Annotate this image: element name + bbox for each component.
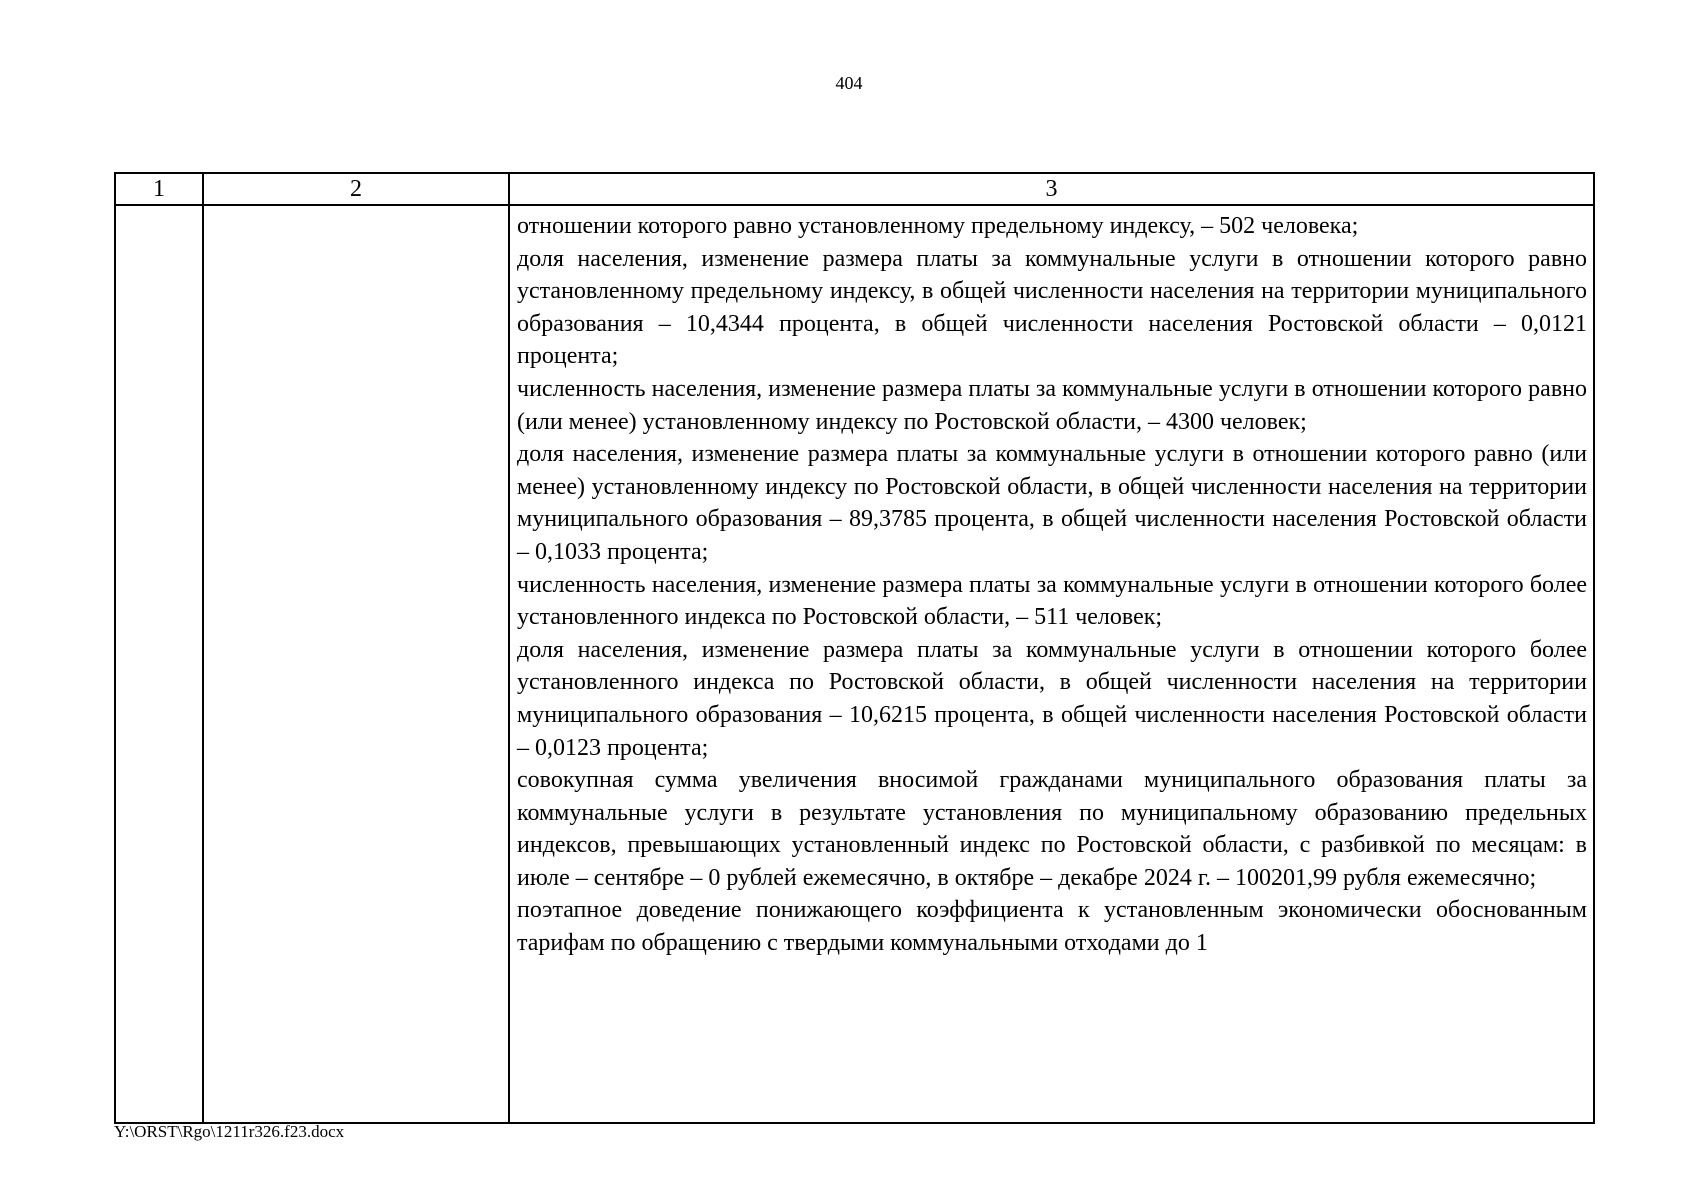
cell-col-1 [115, 205, 203, 1123]
table-header-row [115, 173, 1594, 205]
column-header-3: 3 [509, 173, 1594, 205]
paragraph: отношении которого равно установленному предельному индексу, – 502 человека; [517, 213, 1359, 239]
document-table [114, 172, 1595, 1124]
page-number: 404 [835, 73, 863, 93]
paragraph: доля населения, изменение размера платы за коммунальные услуги в отношении которого равно (или менее) установленному индексу по Ростовской области, в общей численности населения на территории муниципального образования – 89,3785 процента, в общей численности населения Ростовской области – 0,1033 процента; [517, 441, 1587, 565]
paragraph: поэтапное доведение понижающего коэффициента к установленным экономически обоснованным тарифам по обращению с твердыми коммунальными отходами до 1 [517, 897, 1587, 957]
paragraph: совокупная сумма увеличения вносимой гражданами муниципального образования платы за коммунальные услуги в результате установления по муниципальному образованию предельных индексов, превышающих установленный индекс по Ростовской области, с разбивкой по месяцам: в июле – сентябре – 0 рублей ежемесячно, в октябре – декабре 2024 г. – 100201,99 рубля ежемесячно; [517, 767, 1587, 891]
paragraph: численность населения, изменение размера платы за коммунальные услуги в отношении которого более установленного индекса по Ростовской области, – 511 человек; [517, 571, 1587, 631]
paragraph: доля населения, изменение размера платы за коммунальные услуги в отношении которого более установленного индекса по Ростовской области, в общей численности населения на территории муниципального образования – 10,6215 процента, в общей численности населения Ростовской области – 0,0123 процента; [517, 636, 1587, 761]
cell-col-2 [203, 205, 509, 1123]
footer-file-path: Y:\ORST\Rgo\1211r326.f23.docx [114, 1122, 345, 1141]
column-header-1: 1 [115, 173, 203, 205]
paragraph: численность населения, изменение размера платы за коммунальные услуги в отношении которого равно (или менее) установленному индексу по Ростовской области, – 4300 человек; [517, 375, 1587, 435]
table-row [115, 205, 1594, 1123]
column-header-2: 2 [203, 173, 509, 205]
cell-col-3 [509, 205, 1594, 1123]
paragraph: доля населения, изменение размера платы за коммунальные услуги в отношении которого равно установленному предельному индексу, в общей численности населения на территории муниципального образования – 10,4344 процента, в общей численности населения Ростовской области – 0,0121 процента; [517, 245, 1587, 370]
